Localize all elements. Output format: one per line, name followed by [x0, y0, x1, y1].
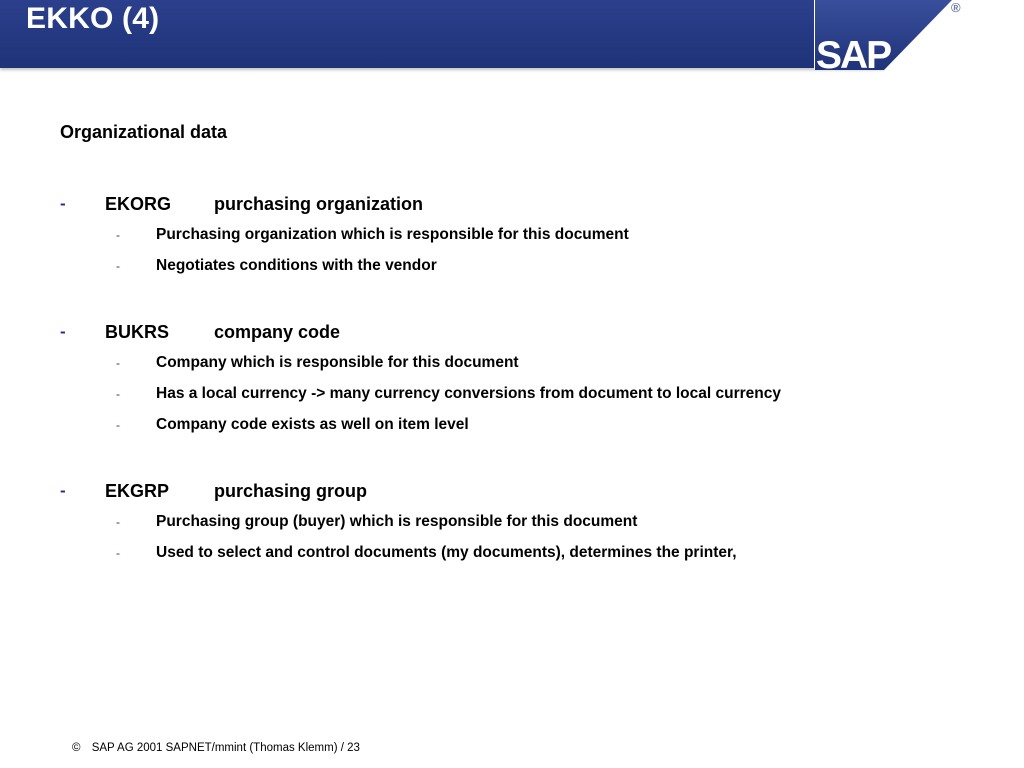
list-item [0, 544, 1024, 575]
bullet-dash: - [60, 194, 66, 213]
list-item [0, 416, 1024, 447]
bullet-dash: - [116, 228, 120, 242]
bullet-dash: - [116, 546, 120, 560]
bullet-dash: - [116, 418, 120, 432]
field-label: purchasing group [214, 481, 367, 501]
list-item-text: Purchasing organization which is responsible for this document [156, 226, 629, 243]
list-item [0, 513, 1024, 544]
group-bukrs [0, 322, 1024, 447]
slide-title: EKKO (4) [26, 2, 160, 35]
slide-footer [72, 742, 360, 754]
list-item [0, 354, 1024, 385]
section-heading: Organizational data [60, 122, 228, 142]
sap-logo-text: SAP [816, 34, 891, 72]
registered-mark: ® [951, 0, 961, 15]
list-item-text: Company which is responsible for this document [156, 354, 519, 371]
footer-text: SAP AG 2001 SAPNET/mmint (Thomas Klemm) / 23 [91, 742, 360, 754]
list-item [0, 385, 1024, 416]
list-item-text: Used to select and control documents (my documents), determines the printer, [156, 544, 737, 561]
bullet-dash: - [116, 387, 120, 401]
list-item-text: Purchasing group (buyer) which is responsible for this document [156, 513, 638, 530]
field-label: company code [214, 322, 341, 342]
list-item-text: Negotiates conditions with the vendor [156, 257, 437, 274]
list-item [0, 226, 1024, 257]
bullet-dash: - [116, 259, 120, 273]
field-code: EKGRP [105, 481, 170, 501]
field-code: EKORG [105, 194, 172, 214]
list-item-text: Has a local currency -> many currency conversions from document to local currency [156, 385, 781, 402]
bullet-dash: - [116, 515, 120, 529]
group-ekgrp [0, 481, 1024, 575]
bullet-dash: - [60, 322, 66, 341]
field-label: purchasing organization [214, 194, 424, 214]
bullet-dash: - [116, 356, 120, 370]
copyright-icon: © [72, 742, 81, 754]
field-row [0, 322, 1024, 350]
group-ekorg [0, 194, 1024, 288]
list-item [0, 257, 1024, 288]
list-item-text: Company code exists as well on item level [156, 416, 469, 433]
bullet-dash: - [60, 481, 66, 500]
field-row [0, 194, 1024, 222]
field-row [0, 481, 1024, 509]
field-code: BUKRS [105, 322, 170, 342]
